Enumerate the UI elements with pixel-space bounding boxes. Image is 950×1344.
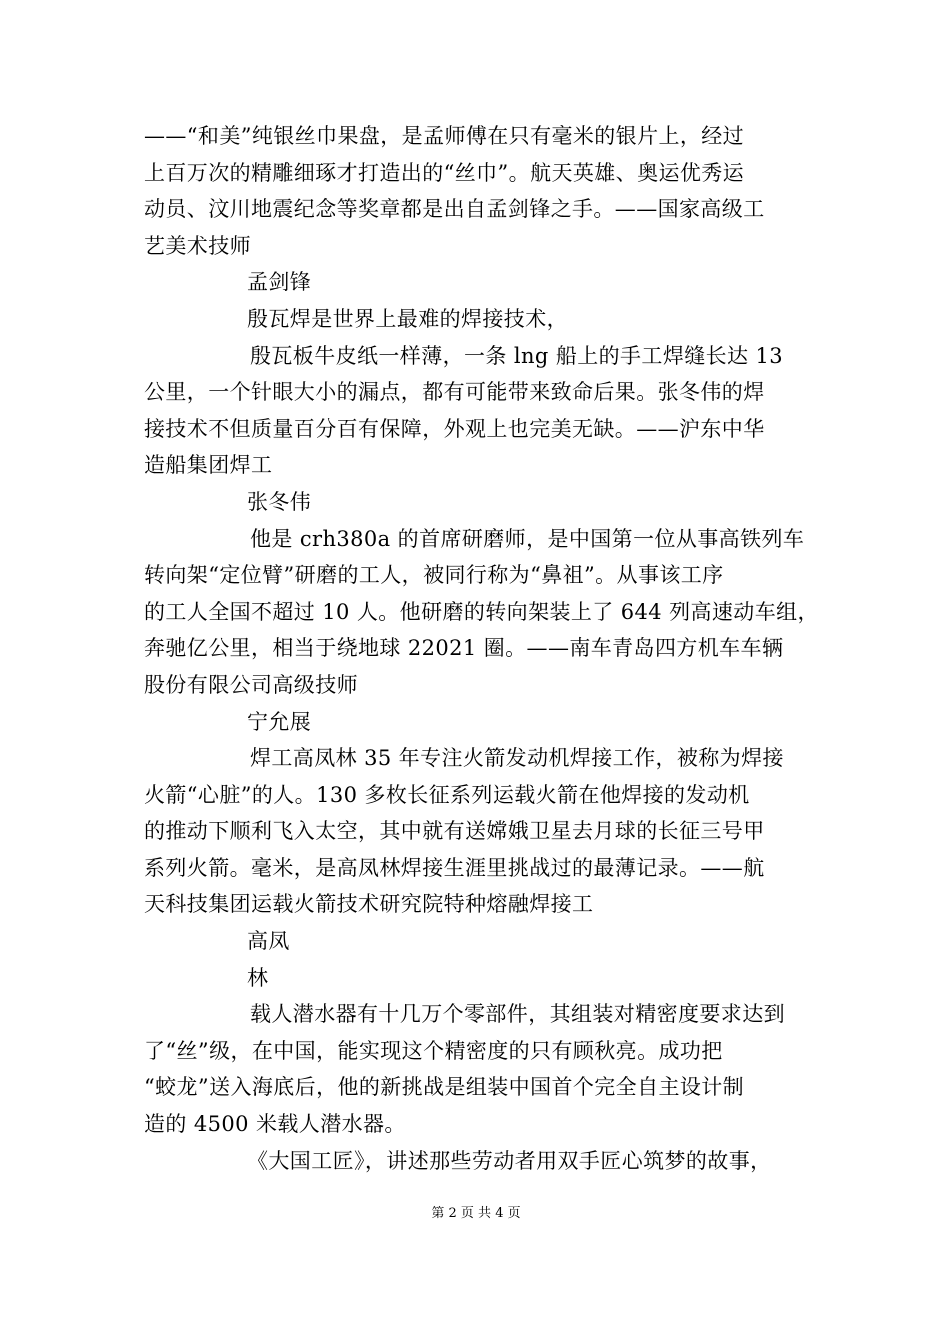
text-line: 艺美术技师: [144, 233, 251, 258]
person-name: 张冬伟: [247, 489, 312, 514]
text-line: 股份有限公司高级技师: [144, 672, 358, 697]
text-line: 造的 4500 米载人潜水器。: [144, 1112, 406, 1137]
text-line: “蛟龙”送入海底后，他的新挑战是组装中国首个完全自主设计制: [144, 1075, 745, 1100]
page-number: 第 2 页 共 4 页: [431, 1206, 521, 1221]
text-line: 的工人全国不超过 10 人。他研磨的转向架装上了 644 列高速动车组，: [144, 599, 819, 624]
text-line: 载人潜水器有十几万个零部件，其组装对精密度要求达到: [250, 1002, 785, 1027]
person-name: 高凤: [247, 929, 290, 954]
text-line: 接技术不但质量百分百有保障，外观上也完美无缺。——沪东中华: [144, 416, 765, 441]
text-line: 转向架“定位臂”研磨的工人，被同行称为“鼻祖”。从事该工序: [144, 563, 724, 588]
person-name: 孟剑锋: [247, 270, 312, 295]
text-line: ——“和美”纯银丝巾果盘，是孟师傅在只有毫米的银片上，经过: [144, 124, 745, 148]
text-line: 了“丝”级，在中国，能实现这个精密度的只有顾秋亮。成功把: [144, 1038, 723, 1063]
text-line: 的推动下顺利飞入太空，其中就有送嫦娥卫星去月球的长征三号甲: [144, 819, 765, 844]
person-name: 宁允展: [247, 709, 312, 734]
text-line: 他是 crh380a 的首席研磨师，是中国第一位从事高铁列车: [250, 526, 805, 551]
text-line: 动员、汶川地震纪念等奖章都是出自孟剑锋之手。——国家高级工: [144, 197, 765, 222]
text-line: 殷瓦板牛皮纸一样薄，一条 lng 船上的手工焊缝长达 13: [250, 343, 784, 368]
text-line: 《大国工匠》，讲述那些劳动者用双手匠心筑梦的故事，: [247, 1148, 772, 1173]
text-line: 造船集团焊工: [144, 453, 273, 478]
text-line: 奔驰亿公里，相当于绕地球 22021 圈。——南车青岛四方机车车辆: [144, 636, 784, 661]
text-line: 公里，一个针眼大小的漏点，都有可能带来致命后果。张冬伟的焊: [144, 380, 765, 405]
text-line: 火箭“心脏”的人。130 多枚长征系列运载火箭在他焊接的发动机: [144, 782, 750, 807]
text-line: 天科技集团运载火箭技术研究院特种熔融焊接工: [144, 892, 594, 917]
text-line: 上百万次的精雕细琢才打造出的“丝巾”。航天英雄、奥运优秀运: [144, 160, 745, 185]
text-line: 焊工高凤林 35 年专注火箭发动机焊接工作，被称为焊接: [250, 746, 784, 771]
text-line: 系列火箭。毫米，是高凤林焊接生涯里挑战过的最薄记录。——航: [144, 855, 765, 880]
document-body: [144, 118, 819, 1179]
text-line: 殷瓦焊是世界上最难的焊接技术，: [247, 306, 568, 331]
person-name: 林: [247, 965, 269, 990]
